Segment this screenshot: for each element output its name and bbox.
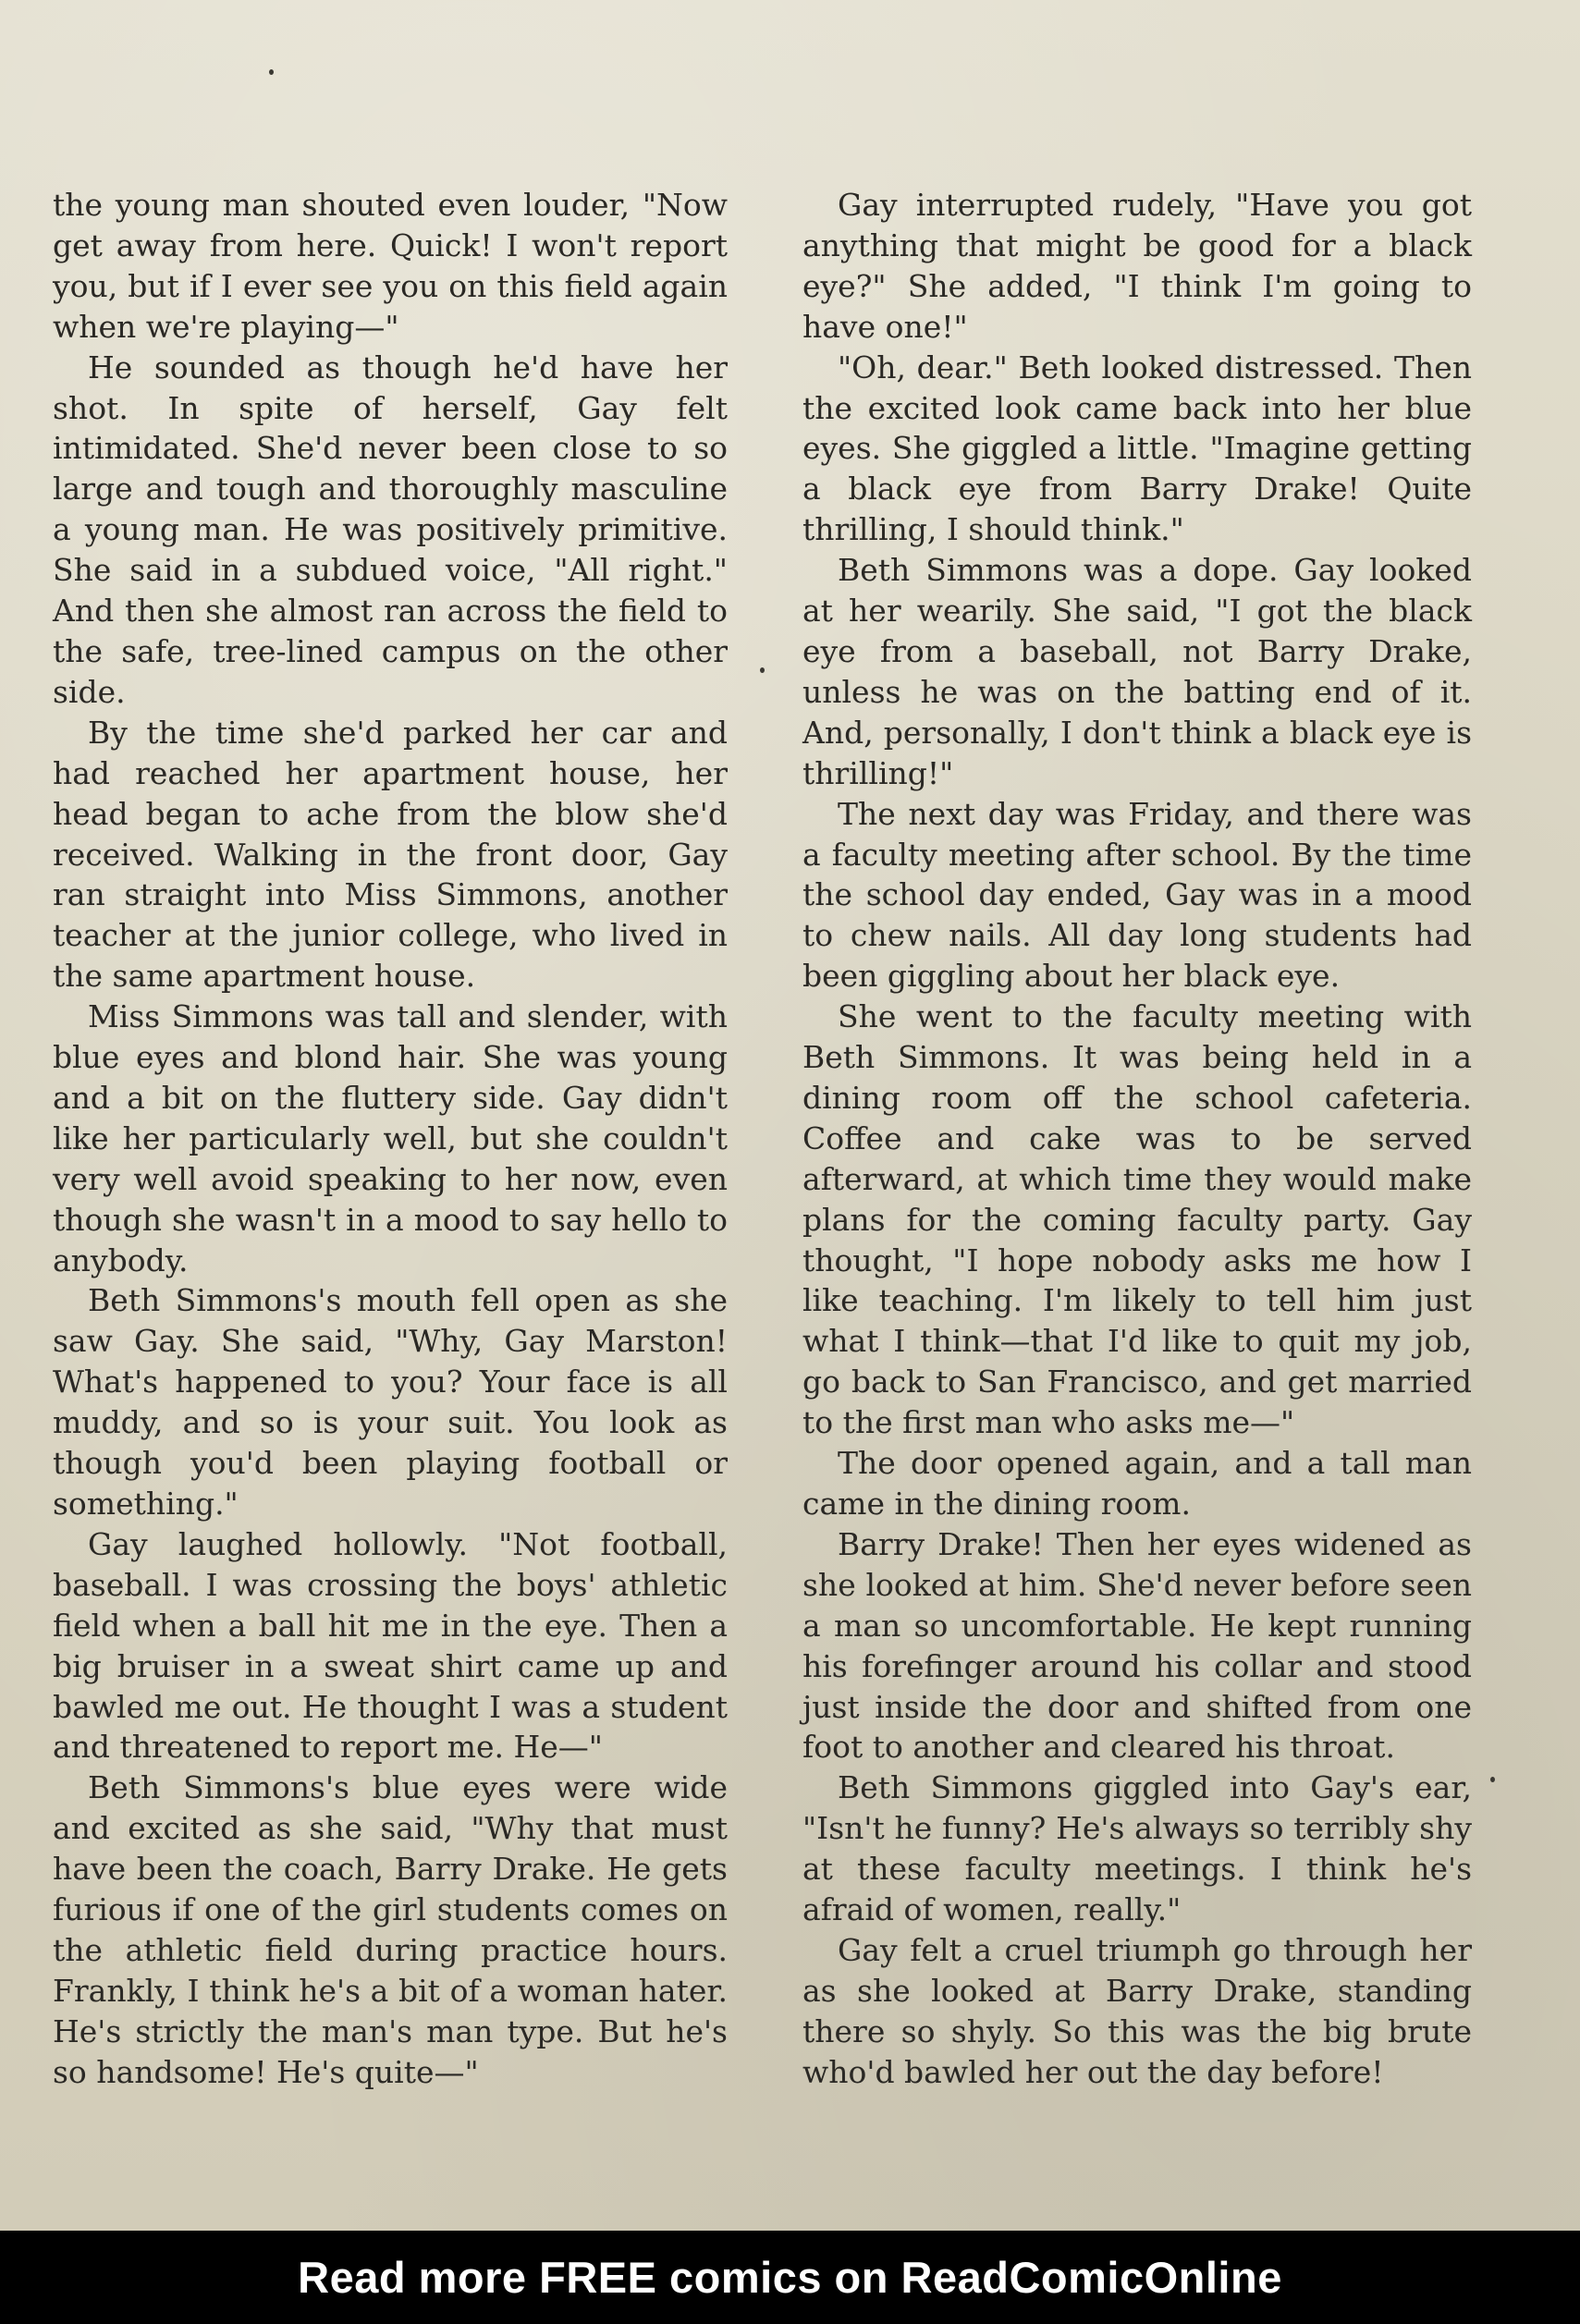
left-text-column	[53, 185, 728, 2093]
paragraph: Gay laughed hollowly. "Not football, baseball. I was crossing the boys' athletic field when a ball hit me in the eye. Then a big bruiser in a sweat shirt came up and bawled me out. He thought I was a student and threatened to report me. He—"	[53, 1525, 728, 1766]
paragraph: Barry Drake! Then her eyes widened as she looked at him. She'd never before seen a man so uncomfortable. He kept running his forefinger around his collar and stood just inside the door and shifted from one foot to another and cleared his throat.	[802, 1525, 1472, 1766]
footer-banner	[0, 2231, 1580, 2324]
paragraph: Miss Simmons was tall and slender, with blue eyes and blond hair. She was young and a bit on the fluttery side. Gay didn't like her particularly well, but she couldn't very well avoid speaking to her now, even though she wasn't in a mood to say hello to anybody.	[53, 998, 728, 1278]
paragraph: Gay interrupted rudely, "Have you got anything that might be good for a black eye?" She added, "I think I'm going to have one!"	[802, 187, 1472, 345]
paragraph: By the time she'd parked her car and had reached her apartment house, her head began to ache from the blow she'd received. Walking in the front door, Gay ran straight into Miss Simmons, another teacher at the junior college, who lived in the same apartment house.	[53, 714, 728, 995]
paragraph: Beth Simmons was a dope. Gay looked at her wearily. She said, "I got the black eye from a baseball, not Barry Drake, unless he was on the batting end of it. And, personally, I don't think a black eye is thrilling!"	[802, 552, 1472, 791]
paragraph: Beth Simmons's blue eyes were wide and excited as she said, "Why that must have been the coach, Barry Drake. He gets furious if one of the girl students comes on the athletic field during practice hours. Frankly, I think he's a bit of a woman hater. He's strictly the man's man type. But he's so handsome! He's quite—"	[53, 1769, 728, 2090]
paragraph: The next day was Friday, and there was a faculty meeting after school. By the time the school day ended, Gay was in a mood to chew nails. All day long students had been giggling about her black eye.	[802, 795, 1472, 995]
paragraph: "Oh, dear." Beth looked distressed. Then the excited look came back into her blue eyes. She giggled a little. "Imagine getting a black eye from Barry Drake! Quite thrilling, I should think."	[802, 349, 1472, 548]
print-speck	[760, 667, 765, 673]
paragraph: Beth Simmons's mouth fell open as she saw Gay. She said, "Why, Gay Marston! What's happened to you? Your face is all muddy, and so is your suit. You look as though you'd been playing football or something."	[53, 1282, 728, 1522]
paragraph: He sounded as though he'd have her shot. In spite of herself, Gay felt intimidated. She'd never been close to so large and tough and thoroughly masculine a young man. He was positively primitive. She said in a subdued voice, "All right." And then she almost ran across the field to the safe, tree-lined campus on the other side.	[53, 349, 728, 710]
print-speck	[1490, 1777, 1495, 1782]
paragraph: Gay felt a cruel triumph go through her as she looked at Barry Drake, standing there so shyly. So this was the big brute who'd bawled her out the day before!	[802, 1931, 1472, 2090]
footer-link-text[interactable]: Read more FREE comics on ReadComicOnline	[298, 2253, 1282, 2302]
paragraph: the young man shouted even louder, "Now get away from here. Quick! I won't report you, but if I ever see you on this field again when we're playing—"	[53, 187, 728, 345]
paragraph: The door opened again, and a tall man came in the dining room.	[802, 1445, 1472, 1522]
paragraph: She went to the faculty meeting with Beth Simmons. It was being held in a dining room off the school cafeteria. Coffee and cake was to be served afterward, at which time they would make plans for the coming faculty party. Gay thought, "I hope nobody asks me how I like teaching. I'm likely to tell him just what I think—that I'd like to quit my job, go back to San Francisco, and get married to the first man who asks me—"	[802, 998, 1472, 1441]
paragraph: Beth Simmons giggled into Gay's ear, "Isn't he funny? He's always so terribly shy at these faculty meetings. I think he's afraid of women, really."	[802, 1769, 1472, 1928]
right-text-column	[802, 185, 1472, 2093]
print-speck	[269, 69, 274, 75]
